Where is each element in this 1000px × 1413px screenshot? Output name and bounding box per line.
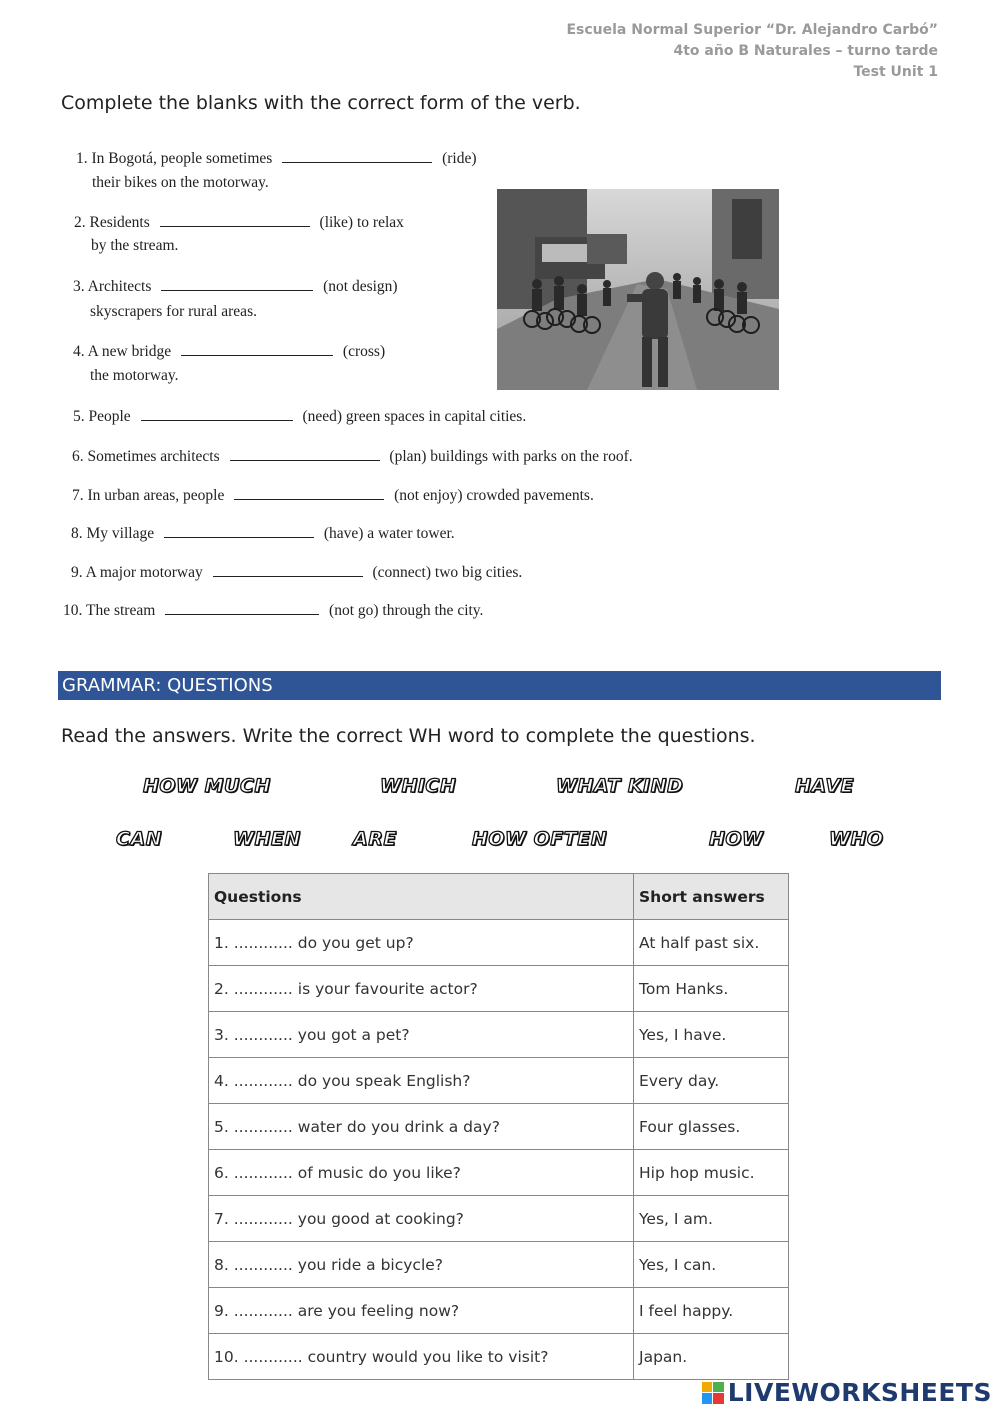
test-title: Test Unit 1 [853, 64, 938, 80]
logo-text: LIVEWORKSHEETS [727, 1378, 992, 1407]
word-bank-item: HAVE [795, 775, 854, 797]
answer-cell: Yes, I can. [634, 1242, 789, 1288]
word-bank-item: WHAT KIND [556, 775, 684, 797]
table-row [209, 920, 789, 966]
exercise1-item: 6. Sometimes architects (plan) buildings with parks on the roof. [72, 448, 633, 465]
word-bank-item: HOW MUCH [143, 775, 271, 797]
exercise1-item-continuation: their bikes on the motorway. [92, 174, 269, 191]
school-name: Escuela Normal Superior “Dr. Alejandro Carbó” [566, 22, 938, 38]
word-bank-item: HOW OFTEN [472, 828, 608, 850]
exercise2-instruction: Read the answers. Write the correct WH word to complete the questions. [61, 725, 756, 747]
exercise1-item: 5. People (need) green spaces in capital cities. [73, 408, 527, 425]
exercise1-item: 4. A new bridge (cross) [73, 343, 386, 360]
exercise1-item: 2. Residents (like) to relax [74, 214, 404, 231]
answer-blank[interactable] [213, 562, 363, 577]
logo-mark-icon [702, 1382, 724, 1404]
table-header: Questions [209, 874, 634, 920]
word-bank-item: WHICH [380, 775, 457, 797]
answer-cell: Japan. [634, 1334, 789, 1380]
exercise1-instruction: Complete the blanks with the correct form of the verb. [61, 92, 581, 114]
word-bank-item: HOW [709, 828, 764, 850]
table-row [209, 1012, 789, 1058]
cyclists-photo [497, 189, 779, 390]
section-title-bar: GRAMMAR: QUESTIONS [58, 671, 941, 700]
table-row [209, 1104, 789, 1150]
table-row [209, 1288, 789, 1334]
answer-cell: Yes, I am. [634, 1196, 789, 1242]
answer-blank[interactable] [161, 276, 313, 291]
answer-blank[interactable] [160, 212, 310, 227]
answer-cell: Tom Hanks. [634, 966, 789, 1012]
answer-blank[interactable] [181, 341, 333, 356]
question-cell[interactable]: 10. ............ country would you like to visit? [209, 1334, 634, 1380]
table-row [209, 1334, 789, 1380]
question-cell[interactable]: 2. ............ is your favourite actor? [209, 966, 634, 1012]
question-cell[interactable]: 8. ............ you ride a bicycle? [209, 1242, 634, 1288]
answer-cell: Hip hop music. [634, 1150, 789, 1196]
exercise1-item-continuation: skyscrapers for rural areas. [90, 303, 257, 320]
answer-cell: Every day. [634, 1058, 789, 1104]
liveworksheets-logo[interactable] [702, 1378, 992, 1407]
exercise1-item-continuation: the motorway. [90, 367, 179, 384]
school-header [566, 20, 938, 83]
question-cell[interactable]: 5. ............ water do you drink a day? [209, 1104, 634, 1150]
table-row [209, 1196, 789, 1242]
question-cell[interactable]: 9. ............ are you feeling now? [209, 1288, 634, 1334]
question-cell[interactable]: 6. ............ of music do you like? [209, 1150, 634, 1196]
table-row [209, 1242, 789, 1288]
question-cell[interactable]: 1. ............ do you get up? [209, 920, 634, 966]
table-header-row [209, 874, 789, 920]
question-cell[interactable]: 3. ............ you got a pet? [209, 1012, 634, 1058]
exercise1-item: 10. The stream (not go) through the city. [63, 602, 484, 619]
course-name: 4to año B Naturales – turno tarde [673, 43, 938, 59]
exercise1-item: 8. My village (have) a water tower. [71, 525, 455, 542]
answer-blank[interactable] [234, 485, 384, 500]
answer-cell: Four glasses. [634, 1104, 789, 1150]
exercise1-item: 3. Architects (not design) [73, 278, 398, 295]
word-bank-item: CAN [116, 828, 163, 850]
answer-blank[interactable] [164, 523, 314, 538]
question-cell[interactable]: 4. ............ do you speak English? [209, 1058, 634, 1104]
word-bank-item: WHEN [233, 828, 301, 850]
questions-table [208, 873, 789, 1380]
table-row [209, 1058, 789, 1104]
answer-blank[interactable] [165, 600, 319, 615]
answer-blank[interactable] [282, 148, 432, 163]
table-header: Short answers [634, 874, 789, 920]
question-cell[interactable]: 7. ............ you good at cooking? [209, 1196, 634, 1242]
answer-cell: At half past six. [634, 920, 789, 966]
answer-cell: Yes, I have. [634, 1012, 789, 1058]
word-bank-item: WHO [829, 828, 884, 850]
table-row [209, 966, 789, 1012]
table-row [209, 1150, 789, 1196]
exercise1-item: 7. In urban areas, people (not enjoy) crowded pavements. [72, 487, 594, 504]
exercise1-item-continuation: by the stream. [91, 237, 179, 254]
answer-cell: I feel happy. [634, 1288, 789, 1334]
exercise1-item: 9. A major motorway (connect) two big cities. [71, 564, 523, 581]
answer-blank[interactable] [141, 406, 293, 421]
word-bank-item: ARE [353, 828, 397, 850]
answer-blank[interactable] [230, 446, 380, 461]
exercise1-item: 1. In Bogotá, people sometimes (ride) [76, 150, 477, 167]
